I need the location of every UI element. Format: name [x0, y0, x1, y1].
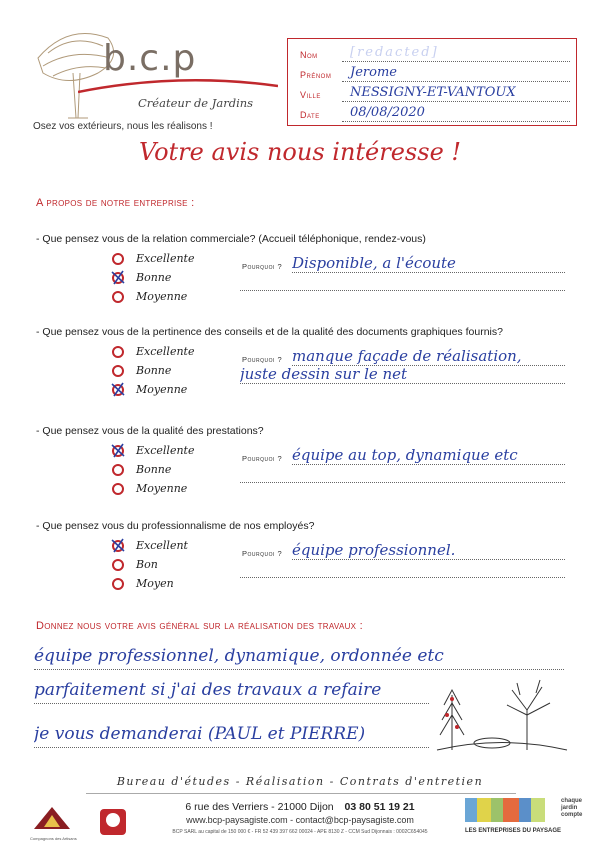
answer-line[interactable] — [240, 271, 565, 291]
answer-line[interactable]: manque façade de réalisation, — [292, 346, 565, 366]
answer-line[interactable]: Disponible, a l'écoute — [292, 253, 565, 273]
paysage-slogan: chaque jardin compte — [561, 798, 583, 818]
identity-value[interactable]: Jerome — [342, 64, 570, 82]
option-label: Moyenne — [136, 290, 188, 303]
paysage-logo — [465, 798, 595, 844]
answer-line[interactable]: équipe professionnel. — [292, 540, 565, 560]
brand-subtitle: Créateur de Jardins — [138, 96, 254, 110]
option-label: Bonne — [136, 364, 172, 377]
option-label: Bonne — [136, 463, 172, 476]
question-text: - Que pensez vous du professionnalisme de nos employés? — [36, 520, 315, 532]
identity-value[interactable]: NESSIGNY-ET-VANTOUX — [342, 84, 570, 102]
option-label: Moyenne — [136, 482, 188, 495]
general-answer-line[interactable]: je vous demanderai (PAUL et PIERRE) — [34, 720, 429, 748]
brand-tagline: Osez vos extérieurs, nous les réalisons ! — [33, 121, 213, 132]
option-label: Bonne — [136, 271, 172, 284]
identity-row — [300, 42, 570, 62]
identity-label: Ville — [300, 90, 321, 100]
compagnons-text: Compagnons des Artisans — [30, 836, 77, 841]
question-text: - Que pensez vous de la pertinence des conseils et de la qualité des documents graphiques fournis? — [36, 326, 503, 338]
answer-line[interactable] — [240, 558, 565, 578]
option-label: Excellente — [136, 345, 195, 358]
option-label: Excellente — [136, 444, 195, 457]
option-label: Excellent — [136, 539, 188, 552]
option-radio[interactable] — [112, 483, 124, 495]
option-radio[interactable] — [112, 578, 124, 590]
option-radio[interactable] — [112, 464, 124, 476]
section1-title: A propos de notre entreprise : — [36, 197, 195, 209]
footer-divider — [86, 793, 516, 794]
identity-row — [300, 62, 570, 82]
footer-address: 6 rue des Verriers - 21000 Dijon — [185, 801, 334, 813]
option-label: Excellente — [136, 252, 195, 265]
check-mark-icon — [111, 443, 127, 459]
partner-badge-icon — [96, 805, 130, 839]
identity-label: Date — [300, 110, 320, 120]
general-answer-line[interactable]: parfaitement si j'ai des travaux a refaire — [34, 676, 429, 704]
general-answer-line[interactable]: équipe professionnel, dynamique, ordonnée etc — [34, 642, 564, 670]
brand-name: b.c.p — [103, 38, 197, 79]
option-radio[interactable] — [112, 291, 124, 303]
identity-value[interactable]: 08/08/2020 — [342, 104, 570, 122]
option-label: Moyen — [136, 577, 174, 590]
option-radio[interactable] — [112, 272, 124, 284]
question-text: - Que pensez vous de la qualité des prestations? — [36, 425, 264, 437]
identity-value[interactable]: [redacted] — [342, 44, 570, 62]
option-label: Bon — [136, 558, 158, 571]
identity-row — [300, 102, 570, 122]
option-radio[interactable] — [112, 365, 124, 377]
check-mark-icon — [111, 382, 127, 398]
why-label: Pourquoi ? — [242, 355, 283, 364]
why-label: Pourquoi ? — [242, 549, 283, 558]
footer-services: Bureau d'études - Réalisation - Contrats d'entretien — [116, 775, 484, 788]
garden-sketch-icon — [432, 665, 572, 755]
footer-web: www.bcp-paysagiste.com - contact@bcp-paysagiste.com — [186, 815, 414, 825]
compagnons-logo — [30, 805, 77, 841]
answer-line[interactable]: juste dessin sur le net — [240, 364, 565, 384]
footer-legal: BCP SARL au capital de 150 000 € - FR 52 439 397 662 00024 - APE 8130 Z - CCM Sud Dijonnais : 0002C654045 — [172, 829, 428, 835]
identity-fields — [300, 42, 570, 122]
identity-row — [300, 82, 570, 102]
option-radio[interactable] — [112, 540, 124, 552]
option-radio[interactable] — [112, 384, 124, 396]
swoosh-icon — [78, 76, 278, 96]
why-label: Pourquoi ? — [242, 454, 283, 463]
footer-address-line — [150, 801, 450, 813]
question-text: - Que pensez vous de la relation commerciale? (Accueil téléphonique, rendez-vous) — [36, 233, 426, 245]
page-title: Votre avis nous intéresse ! — [138, 138, 462, 166]
option-radio[interactable] — [112, 559, 124, 571]
check-mark-icon — [111, 270, 127, 286]
option-radio[interactable] — [112, 346, 124, 358]
option-label: Moyenne — [136, 383, 188, 396]
option-radio[interactable] — [112, 253, 124, 265]
compagnons-icon — [30, 805, 74, 831]
brand-logo — [18, 18, 278, 133]
answer-line[interactable]: équipe au top, dynamique etc — [292, 445, 565, 465]
option-radio[interactable] — [112, 445, 124, 457]
why-label: Pourquoi ? — [242, 262, 283, 271]
check-mark-icon — [111, 538, 127, 554]
section2-title: Donnez nous votre avis général sur la réalisation des travaux : — [36, 620, 364, 632]
answer-line[interactable] — [240, 463, 565, 483]
paysage-text: LES ENTREPRISES DU PAYSAGE — [465, 828, 562, 834]
identity-label: Nom — [300, 50, 318, 60]
footer-phone: 03 80 51 19 21 — [344, 801, 415, 813]
identity-label: Prénom — [300, 70, 332, 80]
